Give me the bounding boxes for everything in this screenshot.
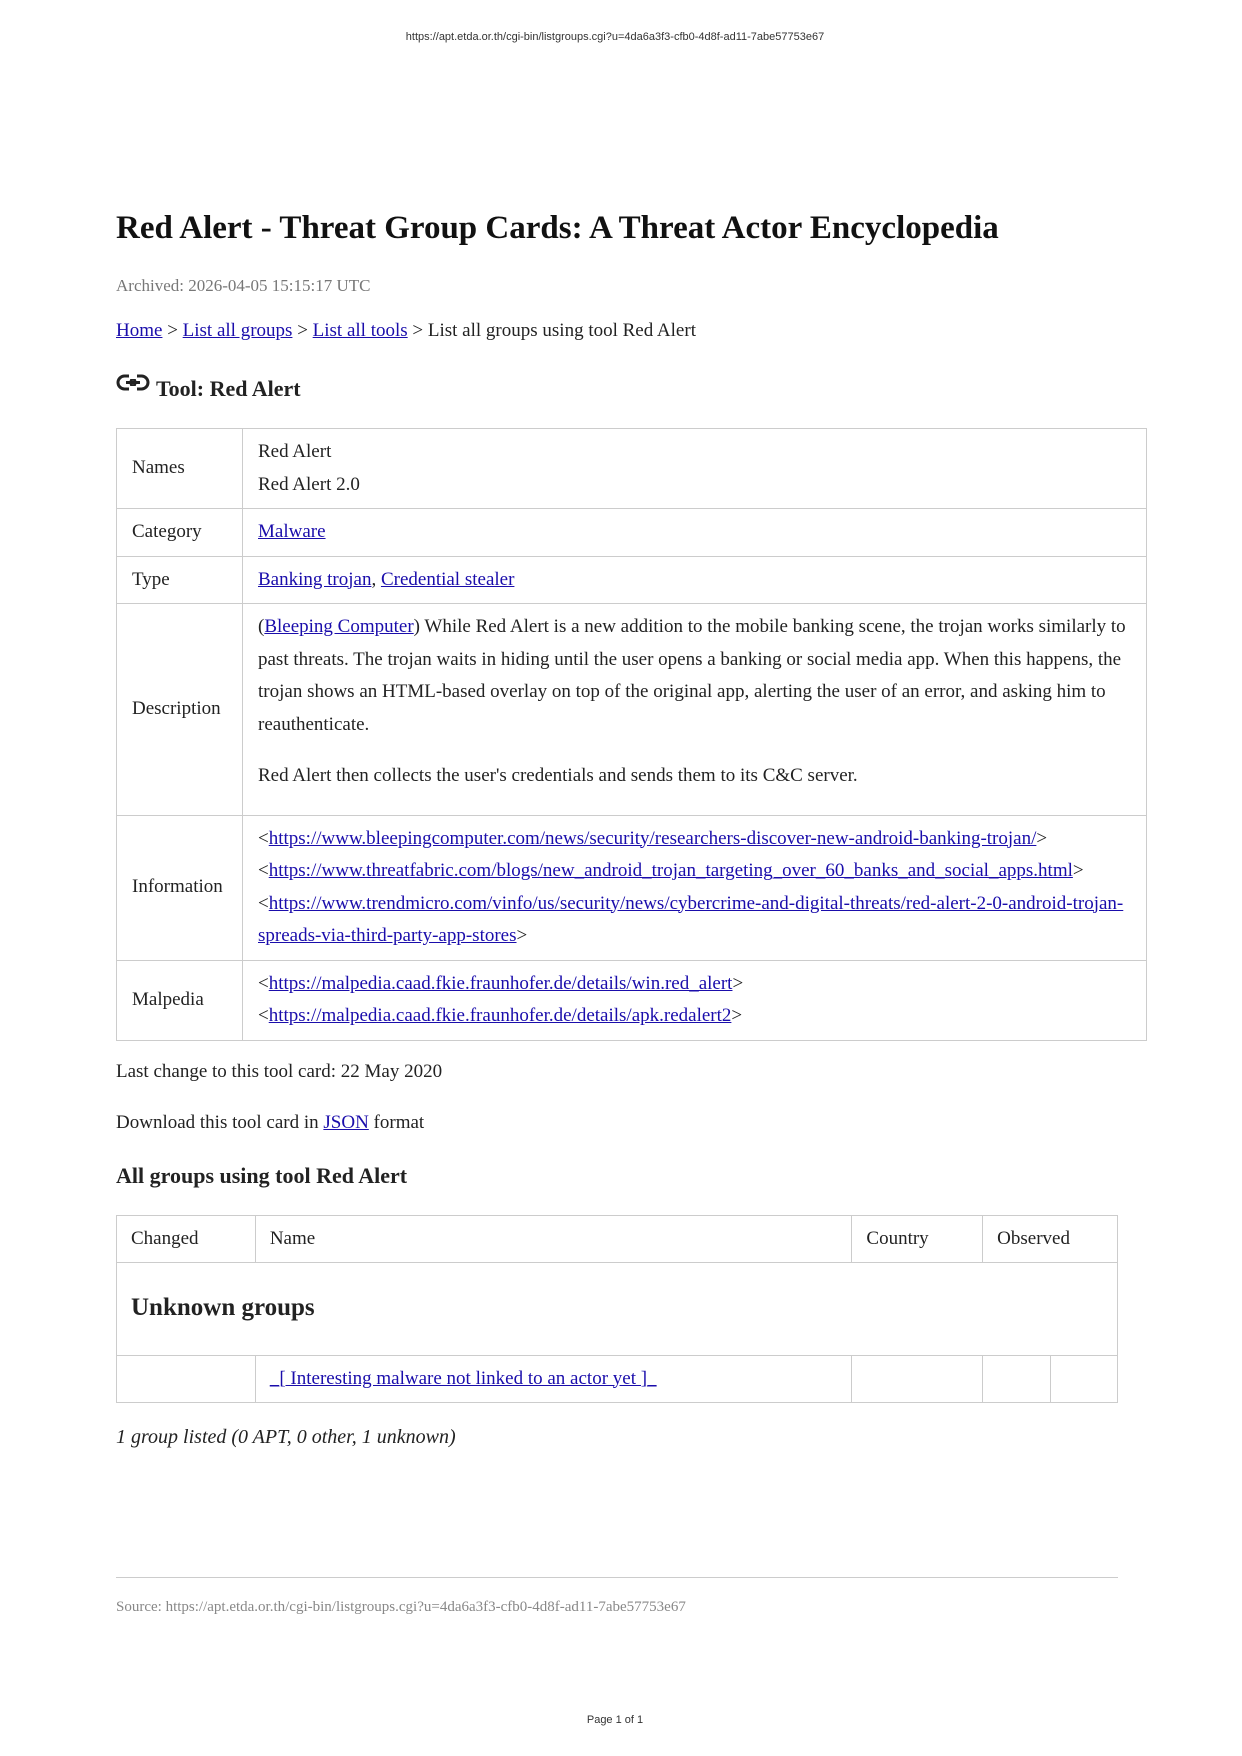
information-label: Information: [117, 815, 243, 960]
table-row: [117, 509, 1147, 557]
table-row: [117, 429, 1147, 509]
angle-close: >: [732, 972, 744, 994]
malpedia-link[interactable]: https://malpedia.caad.fkie.fraunhofer.de/details/win.red_alert: [268, 972, 733, 994]
table-row: [117, 556, 1147, 604]
information-link[interactable]: https://www.trendmicro.com/vinfo/us/security/news/cybercrime-and-digital-threats/red-alert-2-0-android-trojan-spreads-via-third-party-app-stores: [258, 892, 1124, 946]
angle-close: >: [731, 1005, 743, 1026]
breadcrumb-current: > List all groups using tool Red Alert: [407, 320, 696, 341]
unknown-groups-heading: Unknown groups: [117, 1262, 1118, 1355]
breadcrumb: [116, 318, 1146, 344]
table-row: [117, 960, 1147, 1040]
category-value: [243, 509, 1147, 557]
breadcrumb-separator: >: [292, 320, 313, 341]
angle-close: >: [516, 925, 528, 946]
name-cell: [255, 1355, 852, 1402]
type-credential-stealer-link[interactable]: Credential stealer: [380, 568, 515, 590]
category-label: Category: [117, 509, 243, 557]
information-link[interactable]: https://www.threatfabric.com/blogs/new_android_trojan_targeting_over_60_banks_and_social_apps.html: [268, 860, 1073, 881]
category-link[interactable]: Malware: [258, 521, 326, 542]
archived-timestamp: Archived: 2026-04-05 15:15:17 UTC: [116, 276, 371, 295]
names-label: Names: [117, 429, 243, 509]
description-open-paren: (: [258, 616, 265, 637]
tool-name: Red Alert: [258, 441, 332, 462]
column-header-changed: Changed: [117, 1215, 256, 1262]
information-link[interactable]: https://www.bleepingcomputer.com/news/security/researchers-discover-new-android-banking-trojan/: [268, 827, 1037, 849]
groups-summary: 1 group listed (0 APT, 0 other, 1 unknown): [116, 1425, 456, 1448]
angle-close: >: [1072, 860, 1084, 881]
description-source-link[interactable]: Bleeping Computer: [264, 616, 414, 637]
observed-extra-cell: [1050, 1355, 1117, 1402]
column-header-country: Country: [852, 1215, 983, 1262]
breadcrumb-list-tools-link[interactable]: List all tools: [312, 320, 408, 341]
table-row: [117, 1262, 1118, 1355]
group-name-link[interactable]: _[ Interesting malware not linked to an actor yet ]_: [269, 1367, 657, 1389]
column-header-observed: Observed: [983, 1215, 1118, 1262]
tool-card-table: [116, 428, 1147, 1041]
names-value: [243, 429, 1147, 509]
description-paragraph: Red Alert then collects the user's credentials and sends them to its C&C server.: [258, 765, 858, 786]
tool-heading-text: Tool: Red Alert: [156, 376, 301, 401]
type-value: [243, 556, 1147, 604]
download-line: [116, 1110, 1146, 1136]
source-url: Source: https://apt.etda.or.th/cgi-bin/listgroups.cgi?u=4da6a3f3-cfb0-4d8f-ad11-7abe57753e67: [116, 1599, 686, 1615]
description-value: [243, 604, 1147, 816]
last-change: Last change to this tool card: 22 May 2020: [116, 1060, 443, 1082]
malpedia-link[interactable]: https://malpedia.caad.fkie.fraunhofer.de/details/apk.redalert2: [268, 1005, 732, 1026]
table-row: [117, 815, 1147, 960]
table-row: [117, 604, 1147, 816]
angle-open: <: [258, 892, 269, 914]
type-separator: ,: [371, 568, 381, 590]
description-paragraph: [258, 611, 1131, 741]
information-value: [243, 815, 1147, 960]
type-label: Type: [117, 556, 243, 604]
print-header-url: https://apt.etda.or.th/cgi-bin/listgroups.cgi?u=4da6a3f3-cfb0-4d8f-ad11-7abe57753e67: [405, 31, 825, 43]
observed-cell: [983, 1355, 1050, 1402]
link-icon: [116, 372, 150, 394]
table-row: [117, 1355, 1118, 1402]
angle-open: <: [258, 860, 269, 881]
changed-cell: [117, 1355, 256, 1402]
tool-name: Red Alert 2.0: [258, 473, 360, 495]
groups-table: [116, 1215, 1118, 1403]
malpedia-item: [258, 1000, 1131, 1033]
json-download-link[interactable]: JSON: [323, 1111, 369, 1133]
angle-open: <: [258, 827, 269, 849]
information-item: [258, 888, 1131, 953]
angle-close: >: [1036, 827, 1048, 849]
download-prefix: Download this tool card in: [116, 1111, 324, 1133]
page-title: Red Alert - Threat Group Cards: A Threat Actor Encyclopedia: [116, 210, 999, 246]
description-text: ) While Red Alert is a new addition to the mobile banking scene, the trojan works similarly to past threats. The trojan waits in hiding until the user opens a banking or social media app. When this happens, the trojan shows an HTML-based overlay on top of the original app, alerting the user of an error, and asking him to reauthenticate.: [258, 616, 1126, 735]
download-suffix: format: [368, 1111, 425, 1133]
groups-section-title: All groups using tool Red Alert: [116, 1162, 408, 1188]
column-header-name: Name: [255, 1215, 852, 1262]
information-item: [258, 855, 1131, 888]
page-number: Page 1 of 1: [586, 1714, 644, 1726]
breadcrumb-separator: >: [162, 320, 183, 341]
malpedia-label: Malpedia: [117, 960, 243, 1040]
description-label: Description: [117, 604, 243, 816]
breadcrumb-list-groups-link[interactable]: List all groups: [182, 320, 293, 341]
malpedia-value: [243, 960, 1147, 1040]
breadcrumb-home-link[interactable]: Home: [116, 320, 163, 341]
footer-divider: [116, 1577, 1118, 1578]
angle-open: <: [258, 1005, 269, 1026]
table-header-row: [117, 1215, 1118, 1262]
main-content: [116, 204, 1146, 1451]
information-item: [258, 823, 1131, 856]
tool-heading: [116, 375, 1146, 403]
angle-open: <: [258, 972, 269, 994]
country-cell: [852, 1355, 983, 1402]
type-banking-trojan-link[interactable]: Banking trojan: [258, 568, 372, 590]
malpedia-item: [258, 968, 1131, 1001]
